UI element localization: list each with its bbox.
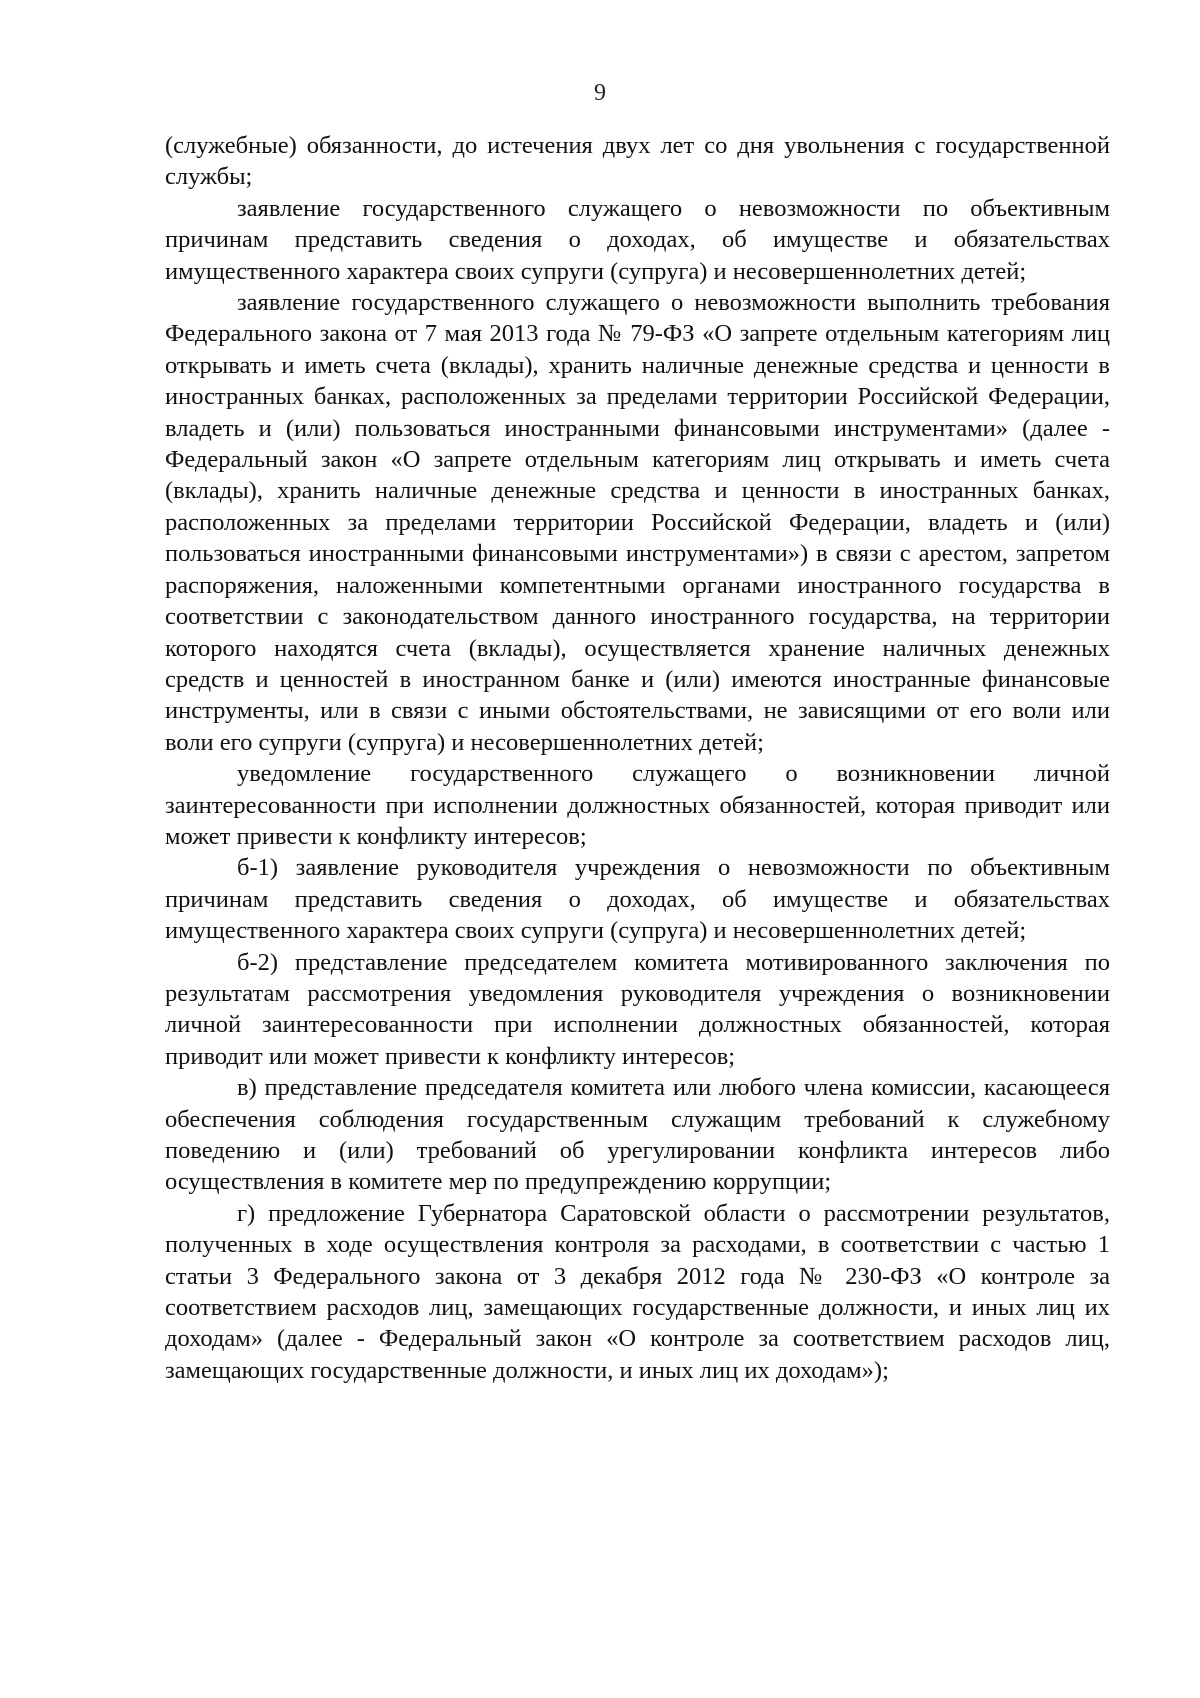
paragraph-continuation: (служебные) обязанности, до истечения двух лет со дня увольнения с государственной службы; <box>165 132 1110 191</box>
page-number: 9 <box>594 80 606 106</box>
paragraph-statement-foreign-accounts: заявление государственного служащего о невозможности выполнить требования Федерального закона от 7 мая 2013 года № 79-ФЗ «О запрете отдельным категориям лиц открывать и иметь счета (вклады), хранить наличные денежные средства и ценности в иностранных банках, расположенных за пределами территории Российской Федерации, владеть и (или) пользоваться иностранными финансовыми инструментами» (далее - Федеральный закон «О запрете отдельным категориям лиц открывать и иметь счета (вклады), хранить наличные денежные средства и ценности в иностранных банках, расположенных за пределами территории Российской Федерации, владеть и (или) пользоваться иностранными финансовыми инструментами») в связи с арестом, запретом распоряжения, наложенными компетентными органами иностранного государства в соответствии с законодательством данного иностранного государства, на территории которого находятся счета (вклады), осуществляется хранение наличных денежных средств и ценностей в иностранном банке и (или) имеются иностранные финансовые инструменты, или в связи с иными обстоятельствами, не зависящими от его воли или воли его супруги (супруга) и несовершеннолетних детей; <box>165 289 1110 756</box>
paragraph-statement-income-info: заявление государственного служащего о невозможности по объективным причинам представить сведения о доходах, об имуществе и обязательствах имущественного характера своих супруги (супруга) и несовершеннолетних детей; <box>165 194 1110 285</box>
paragraph-v: в) представление председателя комитета или любого члена комиссии, касающееся обеспечения соблюдения государственным служащим требований к служебному поведению и (или) требований об урегулировании конфликта интересов либо осуществления в комитете мер по предупреждению коррупции; <box>165 1074 1110 1196</box>
paragraph-b2: б-2) представление председателем комитета мотивированного заключения по результатам рассмотрения уведомления руководителя учреждения о возникновении личной заинтересованности при исполнении должностных обязанностей, которая приводит или может привести к конфликту интересов; <box>165 948 1110 1070</box>
paragraph-notice-conflict-of-interest: уведомление государственного служащего о возникновении личной заинтересованности при исполнении должностных обязанностей, которая приводит или может привести к конфликту интересов; <box>165 760 1110 850</box>
paragraph-b1: б-1) заявление руководителя учреждения о невозможности по объективным причинам представить сведения о доходах, об имуществе и обязательствах имущественного характера своих супруги (супруга) и несовершеннолетних детей; <box>165 854 1110 945</box>
document-body <box>165 130 1110 1386</box>
paragraph-g: г) предложение Губернатора Саратовской области о рассмотрении результатов, полученных в ходе осуществления контроля за расходами, в соответствии с частью 1 статьи 3 Федерального закона от 3 декабря 2012 года № 230-ФЗ «О контроле за соответствием расходов лиц, замещающих государственные должности, и иных лиц их доходам» (далее - Федеральный закон «О контроле за соответствием расходов лиц, замещающих государственные должности, и иных лиц их доходам»); <box>165 1199 1110 1384</box>
